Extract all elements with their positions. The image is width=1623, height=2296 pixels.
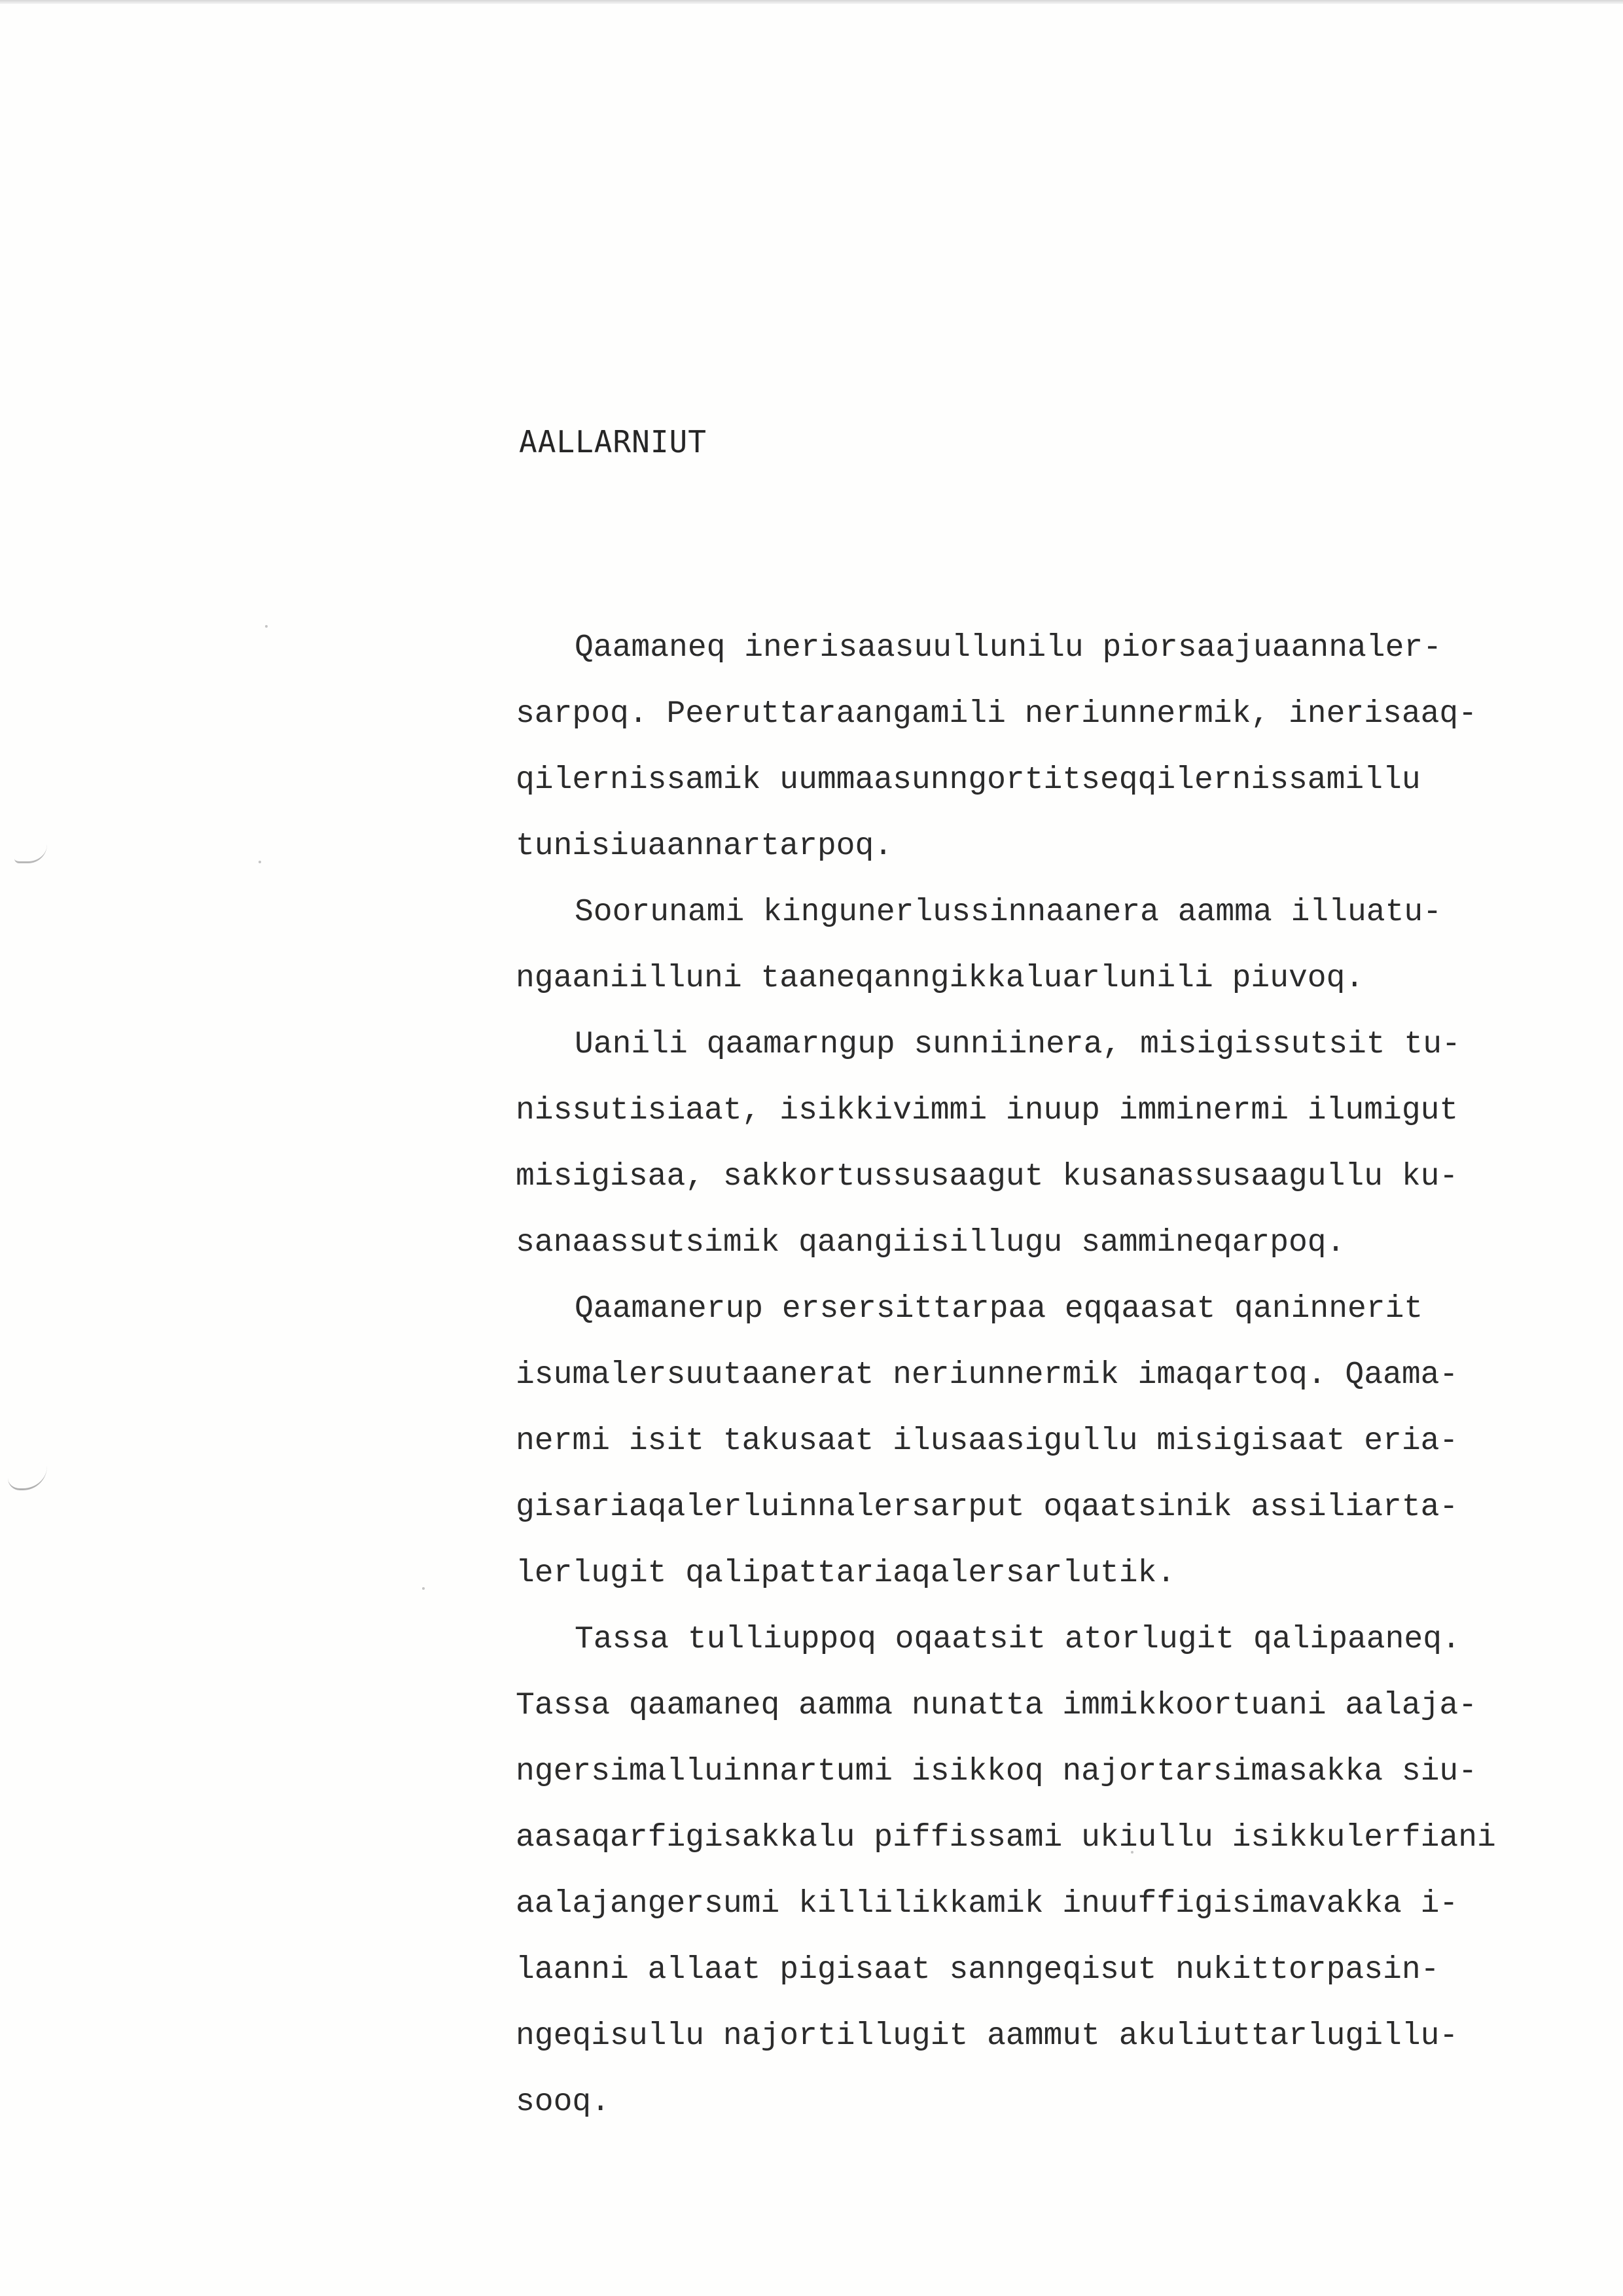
text-line: sarpoq. Peeruttaraangamili neriunnermik, inerisaaq- [516,696,1478,732]
text-line: sanaassutsimik qaangiisillugu sammineqarpoq. [516,1225,1346,1261]
text-line: aalajangersumi killilikkamik inuuffigisimavakka i- [516,1886,1459,1922]
text-line: qilernissamik uummaasunngortitseqqilernissamillu [516,762,1421,798]
text-line: ngaaniilluni taaneqanngikkaluarlunili piuvoq. [516,961,1364,996]
text-line: lerlugit qalipattariaqalersarlutik. [516,1556,1176,1591]
text-line: Qaamaneq inerisaasuullunilu piorsaajuaannaler- [575,630,1442,666]
text-line: isumalersuutaanerat neriunnermik imaqartoq. Qaama- [516,1357,1459,1393]
document-body [516,615,1615,2136]
text-line: aasaqarfigisakkalu piffissami ukiullu isikkulerfiani [516,1820,1496,1856]
text-line: Uanili qaamarngup sunniinera, misigissutsit tu- [575,1027,1461,1062]
text-line: ngeqisullu najortillugit aammut akuliuttarlugillu- [516,2018,1459,2054]
text-line: nermi isit takusaat ilusaasigullu misigisaat eria- [516,1424,1459,1459]
text-line: laanni allaat pigisaat sanngeqisut nukittorpasin- [516,1952,1440,1988]
scan-speck [265,625,268,628]
text-line: Tassa tulliuppoq oqaatsit atorlugit qalipaaneq. [575,1622,1461,1657]
text-line: gisariaqalerluinnalersarput oqaatsinik assiliarta- [516,1490,1459,1525]
text-line: Qaamanerup ersersittarpaa eqqaasat qaninnerit [575,1291,1423,1327]
scan-artifact-mark [8,1466,47,1490]
paragraph [516,1276,1615,1607]
text-line: tunisiuaannartarpoq. [516,829,893,864]
text-line: Tassa qaamaneq aamma nunatta immikkoortuani aalaja- [516,1688,1478,1723]
document-heading: AALLARNIUT [519,424,707,459]
scan-speck [259,861,261,863]
text-line: ngersimalluinnartumi isikkoq najortarsimasakka siu- [516,1754,1478,1789]
scan-top-edge [0,0,1623,4]
paragraph [516,1607,1615,2136]
text-line: nissutisiaat, isikkivimmi inuup imminermi ilumigut [516,1093,1459,1128]
paragraph [516,1012,1615,1276]
scan-speck [422,1587,425,1590]
paragraph [516,880,1615,1012]
scan-artifact-mark [14,844,47,863]
text-line: misigisaa, sakkortussusaagut kusanassusaagullu ku- [516,1159,1459,1194]
text-line: Soorunami kingunerlussinnaanera aamma illuatu- [575,895,1442,930]
paragraph [516,615,1615,880]
text-line: sooq. [516,2085,611,2120]
